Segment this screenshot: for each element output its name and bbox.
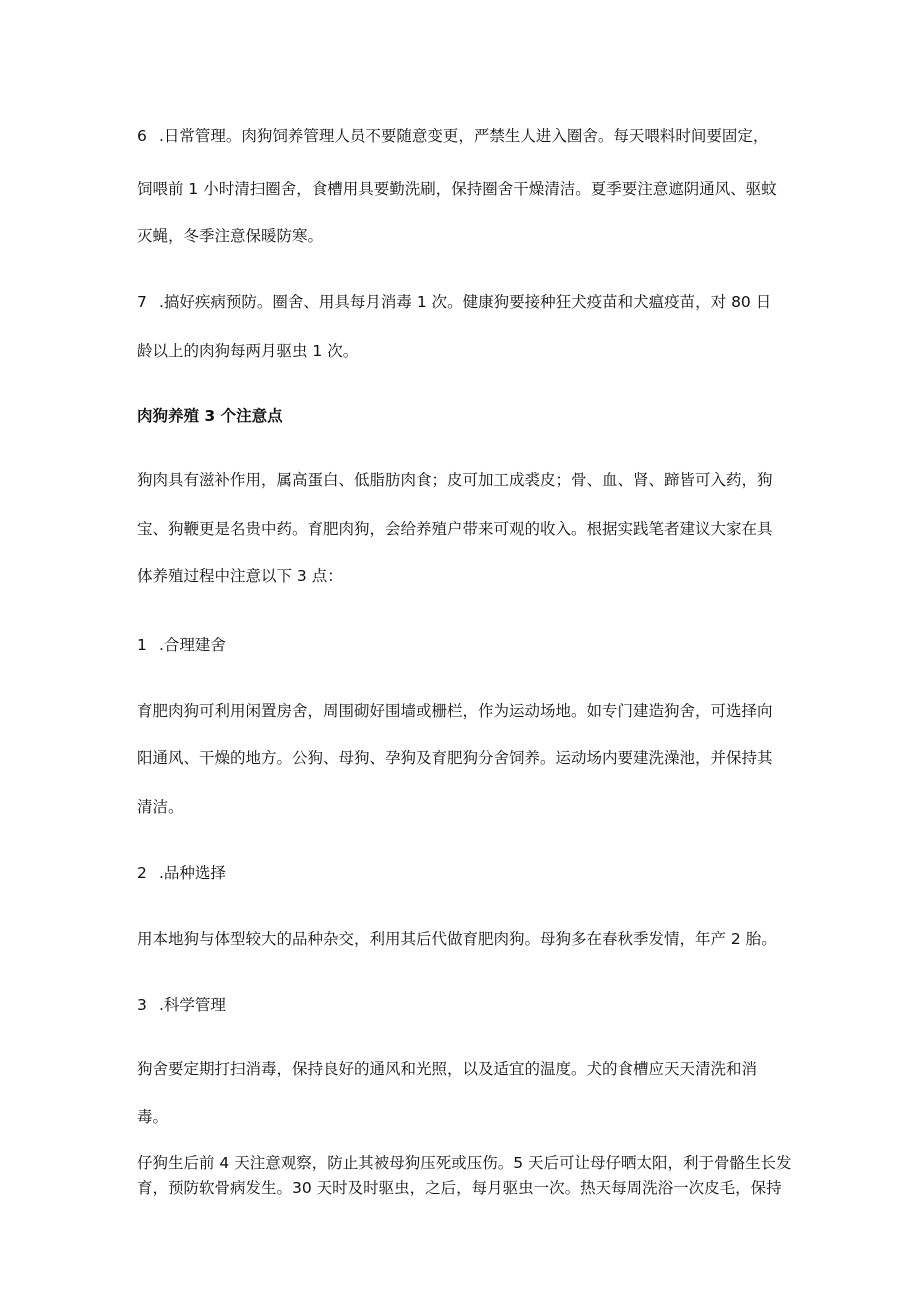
section-7-line-2: 龄以上的肉狗每两月驱虫 1 次。 xyxy=(137,342,359,360)
intro-line-3: 体养殖过程中注意以下 3 点： xyxy=(137,567,343,585)
point-3-line-2: 毒。 xyxy=(137,1108,169,1126)
point-3-title-line xyxy=(137,994,226,1016)
section-6-line-1 xyxy=(137,125,768,147)
point-3-line-3: 仔狗生后前 4 天注意观察，防止其被母狗压死或压伤。5 天后可让母仔晒太阳，利于骨骼生长发 xyxy=(137,1154,792,1172)
point-2-number: 2 xyxy=(137,864,147,882)
point-1-line-3: 清洁。 xyxy=(137,798,184,816)
point-1-line-2: 阳通风、干燥的地方。公狗、母狗、孕狗及育肥狗分舍饲养。运动场内要建洗澡池，并保持其 xyxy=(137,749,773,767)
point-2-title-line xyxy=(137,862,226,884)
intro-line-2: 宝、狗鞭更是名贵中药。育肥肉狗，会给养殖户带来可观的收入。根据实践笔者建议大家在具 xyxy=(137,520,773,538)
section-heading: 肉狗养殖 3 个注意点 xyxy=(137,407,283,425)
section-6-text-1: .日常管理。肉狗饲养管理人员不要随意变更，严禁生人进入圈舍。每天喂料时间要固定， xyxy=(159,127,769,145)
intro-line-1: 狗肉具有滋补作用，属高蛋白、低脂肪肉食；皮可加工成裘皮；骨、血、肾、蹄皆可入药，狗 xyxy=(137,471,773,489)
point-3-line-4: 育，预防软骨病发生。30 天时及时驱虫，之后，每月驱虫一次。热天每周洗浴一次皮毛，保持 xyxy=(137,1179,782,1197)
point-1-title: .合理建舍 xyxy=(159,636,226,654)
section-7-number: 7 xyxy=(137,293,147,311)
point-3-title: .科学管理 xyxy=(159,996,226,1014)
section-6-line-3: 灭蝇，冬季注意保暖防寒。 xyxy=(137,227,324,245)
point-2-title: .品种选择 xyxy=(159,864,226,882)
point-1-title-line xyxy=(137,634,226,656)
section-7-text-1: .搞好疾病预防。圈舍、用具每月消毒 1 次。健康狗要接种狂犬疫苗和犬瘟疫苗，对 80 日 xyxy=(159,293,772,311)
point-1-line-1: 育肥肉狗可利用闲置房舍，周围砌好围墙或栅栏，作为运动场地。如专门建造狗舍，可选择向 xyxy=(137,702,773,720)
point-3-number: 3 xyxy=(137,996,147,1014)
point-1-number: 1 xyxy=(137,636,147,654)
section-6-number: 6 xyxy=(137,127,147,145)
point-3-line-1: 狗舍要定期打扫消毒，保持良好的通风和光照，以及适宜的温度。犬的食槽应天天清洗和消 xyxy=(137,1060,758,1078)
section-6-line-2: 饲喂前 1 小时清扫圈舍，食槽用具要勤洗刷，保持圈舍干燥清洁。夏季要注意遮阴通风、驱蚊 xyxy=(137,180,777,198)
section-7-line-1 xyxy=(137,291,771,313)
point-2-line-1: 用本地狗与体型较大的品种杂交，利用其后代做育肥肉狗。母狗多在春秋季发情，年产 2 胎。 xyxy=(137,930,777,948)
